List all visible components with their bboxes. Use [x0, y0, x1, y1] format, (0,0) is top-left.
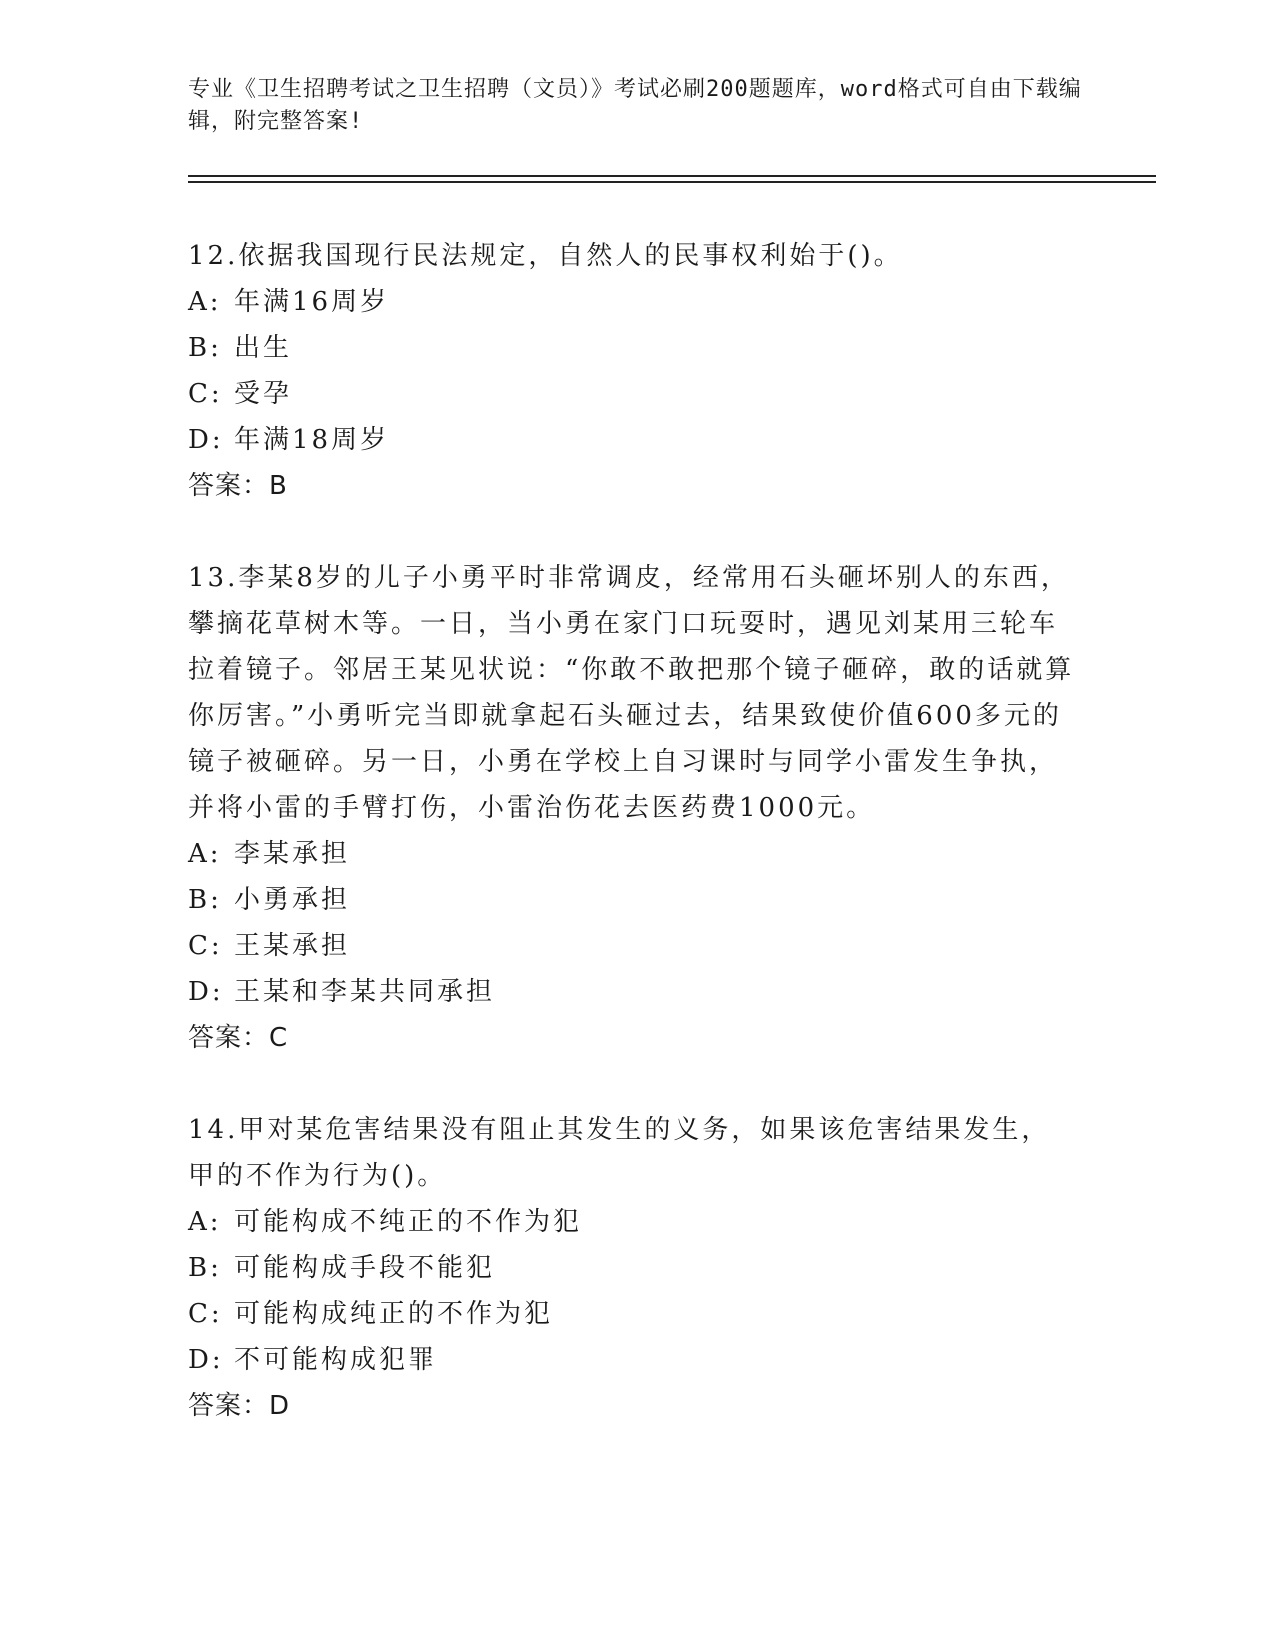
- option-c: [188, 371, 1078, 417]
- option-key: A:: [188, 287, 222, 317]
- option-key: D:: [188, 977, 224, 1007]
- option-key: A:: [188, 1207, 222, 1237]
- option-key: C:: [188, 379, 223, 409]
- option-text: 出生: [234, 333, 293, 363]
- option-b: [188, 325, 1078, 371]
- option-key: B:: [188, 333, 222, 363]
- option-text: 小勇承担: [234, 885, 351, 915]
- option-key: C:: [188, 931, 223, 961]
- option-key: B:: [188, 885, 222, 915]
- answer: 答案：D: [188, 1391, 291, 1421]
- question-stem: 14.甲对某危害结果没有阻止其发生的义务，如果该危害结果发生，甲的不作为行为()。: [188, 1115, 1051, 1191]
- option-text: 年满18周岁: [234, 425, 390, 455]
- option-a: [188, 1199, 1078, 1245]
- option-c: [188, 1291, 1078, 1337]
- question-14: [188, 1107, 1078, 1429]
- option-c: [188, 923, 1078, 969]
- option-text: 可能构成手段不能犯: [234, 1253, 496, 1283]
- document-header: 专业《卫生招聘考试之卫生招聘（文员）》考试必刷200题题库，word格式可自由下载编辑，附完整答案!: [188, 77, 1082, 134]
- header-divider-bottom: [188, 181, 1156, 183]
- option-text: 王某和李某共同承担: [234, 977, 496, 1007]
- question-13: [188, 555, 1078, 1061]
- answer: 答案：B: [188, 471, 288, 501]
- option-key: C:: [188, 1299, 223, 1329]
- question-stem: 12.依据我国现行民法规定，自然人的民事权利始于()。: [188, 241, 903, 271]
- option-a: [188, 831, 1078, 877]
- question-12: [188, 233, 1078, 509]
- option-d: [188, 1337, 1078, 1383]
- option-b: [188, 877, 1078, 923]
- option-key: D:: [188, 425, 224, 455]
- option-text: 受孕: [234, 379, 293, 409]
- header-divider-top: [188, 175, 1156, 177]
- option-a: [188, 279, 1078, 325]
- option-b: [188, 1245, 1078, 1291]
- option-text: 可能构成不纯正的不作为犯: [234, 1207, 583, 1237]
- option-text: 不可能构成犯罪: [234, 1345, 438, 1375]
- option-text: 年满16周岁: [234, 287, 390, 317]
- option-text: 李某承担: [234, 839, 351, 869]
- option-d: [188, 417, 1078, 463]
- option-key: A:: [188, 839, 222, 869]
- option-key: D:: [188, 1345, 224, 1375]
- option-text: 可能构成纯正的不作为犯: [234, 1299, 554, 1329]
- option-d: [188, 969, 1078, 1015]
- option-key: B:: [188, 1253, 222, 1283]
- option-text: 王某承担: [234, 931, 351, 961]
- question-stem: 13.李某8岁的儿子小勇平时非常调皮，经常用石头砸坏别人的东西，攀摘花草树木等。一日，当小勇在家门口玩耍时，遇见刘某用三轮车拉着镜子。邻居王某见状说：“你敢不敢把那个镜子砸碎，敢的话就算你厉害。”小勇听完当即就拿起石头砸过去，结果致使价值600多元的镜子被砸碎。另一日，小勇在学校上自习课时与同学小雷发生争执，并将小雷的手臂打伤，小雷治伤花去医药费1000元。: [188, 563, 1075, 823]
- answer: 答案：C: [188, 1023, 289, 1053]
